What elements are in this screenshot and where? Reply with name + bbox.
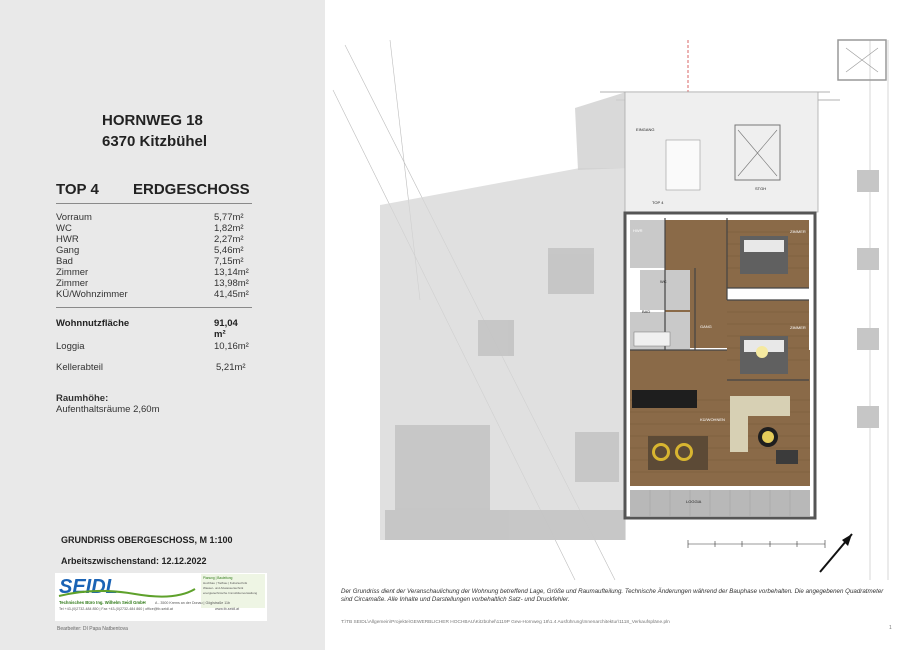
room-area: 5,77m² xyxy=(214,212,244,223)
label-hwr: HWR xyxy=(633,228,643,233)
room-row xyxy=(56,289,252,300)
street-address: HORNWEG 18 xyxy=(102,112,203,129)
svg-text:Wasser- und Abwassertechnik: Wasser- und Abwassertechnik xyxy=(203,586,244,590)
total-area-row xyxy=(56,318,252,340)
room-area: 5,46m² xyxy=(214,245,244,256)
room-area: 1,82m² xyxy=(214,223,244,234)
outer-columns xyxy=(857,170,879,428)
room-row xyxy=(56,278,252,289)
room-row xyxy=(56,245,252,256)
room-area: 7,15m² xyxy=(214,256,244,267)
file-path: T:\TB SEIDL\Allgemein\Projekte\GEWERBLICHER HOCHBAU\Kitzbühel\1119P Gew-Hornweg 18\1.4 Ausführung\Innenarchitektur\1118_Verkaufspläne.pln xyxy=(341,620,670,625)
label-top: TOP 4 xyxy=(652,200,664,205)
room-name: HWR xyxy=(56,234,79,245)
room-name: KÜ/Wohnzimmer xyxy=(56,289,128,300)
plan-title: GRUNDRISS OBERGESCHOSS, M 1:100 xyxy=(61,535,233,545)
room-row xyxy=(56,212,252,223)
logo-company: Technisches Büro Ing. Wilhelm Seidl GmbH xyxy=(59,600,146,605)
unit-number: TOP 4 xyxy=(56,181,99,198)
keller-label: Kellerabteil xyxy=(56,362,103,373)
room-name: Vorraum xyxy=(56,212,92,223)
ceiling-height-title: Raumhöhe: xyxy=(56,393,109,404)
label-zimmer-2: ZIMMER xyxy=(790,325,806,330)
room-name: Gang xyxy=(56,245,80,256)
room-name: Zimmer xyxy=(56,278,89,289)
room-area: 13,14m² xyxy=(214,267,249,278)
logo-web: www.tb-seidl.at xyxy=(215,607,240,611)
room-row xyxy=(56,223,252,234)
svg-text:Planung | Bauleitung: Planung | Bauleitung xyxy=(203,576,233,580)
keller-value: 5,21m² xyxy=(216,362,246,373)
room-row xyxy=(56,267,252,278)
divider xyxy=(56,203,252,204)
svg-text:Hochbau | Tiefbau | Kulturtech: Hochbau | Tiefbau | Kulturtechnik xyxy=(203,581,248,585)
page-number: 1 xyxy=(889,625,892,631)
floor-name: ERDGESCHOSS xyxy=(133,181,250,198)
work-status: Arbeitszwischenstand: 12.12.2022 xyxy=(61,556,207,566)
scale-bar xyxy=(688,540,825,548)
kitchen-island xyxy=(632,390,697,408)
company-logo xyxy=(55,573,267,621)
floor-plan xyxy=(330,0,892,585)
room-name: Bad xyxy=(56,256,73,267)
logo-brand: SEIDL xyxy=(59,576,118,598)
loggia-floor xyxy=(630,490,810,516)
label-wc: WC xyxy=(660,279,667,284)
label-bad: BAD xyxy=(642,309,651,314)
room-name: Zimmer xyxy=(56,267,89,278)
info-panel xyxy=(0,0,325,650)
label-stairs: STGH xyxy=(755,186,767,191)
room-row xyxy=(56,256,252,267)
room-area: 13,98m² xyxy=(214,278,249,289)
total-label: Wohnnutzfläche xyxy=(56,318,130,329)
room-name: WC xyxy=(56,223,72,234)
bathtub xyxy=(634,332,670,346)
divider xyxy=(56,307,252,308)
north-arrow-icon xyxy=(820,534,852,572)
label-zimmer-1: ZIMMER xyxy=(790,229,806,234)
keller-row xyxy=(56,362,256,373)
city-address: 6370 Kitzbühel xyxy=(102,133,208,150)
ceiling-height-value: Aufenthaltsräume 2,60m xyxy=(56,404,160,415)
loggia-value: 10,16m² xyxy=(214,341,249,352)
total-value: 91,04 m² xyxy=(214,318,238,340)
room-area: 41,45m² xyxy=(214,289,249,300)
label-loggia: LOGGIA xyxy=(686,499,702,504)
label-gang: GANG xyxy=(700,324,712,329)
room-area: 2,27m² xyxy=(214,234,244,245)
loggia-row xyxy=(56,341,256,352)
room-row xyxy=(56,234,252,245)
svg-text:energietechnische Immobilienve: energietechnische Immobilienverwaltung xyxy=(203,591,258,595)
loggia-label: Loggia xyxy=(56,341,85,352)
label-kue-wohnen: KÜ/WOHNEN xyxy=(700,417,725,422)
logo-address: A - 3500 Krems an der Donau | Göglstraße 11b xyxy=(155,601,230,605)
editor-note: Bearbeiter: DI Papa Natbentova xyxy=(57,626,128,632)
disclaimer: Der Grundriss dient der Veranschaulichung der Wohnung betreffend Lage, Größe und Raumaufteilung. Technische Änderungen während der Bauphase vorbehalten. Die angegebenen Quadratmeter sind Circamaße. Alle Inhalte und Darstellungen vorbehaltlich Satz- und Druckfehler. xyxy=(341,588,884,603)
label-entrance: EINGANG xyxy=(636,127,655,132)
logo-contact: Tel +43-(0)2732-484 850 | Fax +43-(0)2732-484 860 | office@tb-seidl.at xyxy=(59,607,173,611)
